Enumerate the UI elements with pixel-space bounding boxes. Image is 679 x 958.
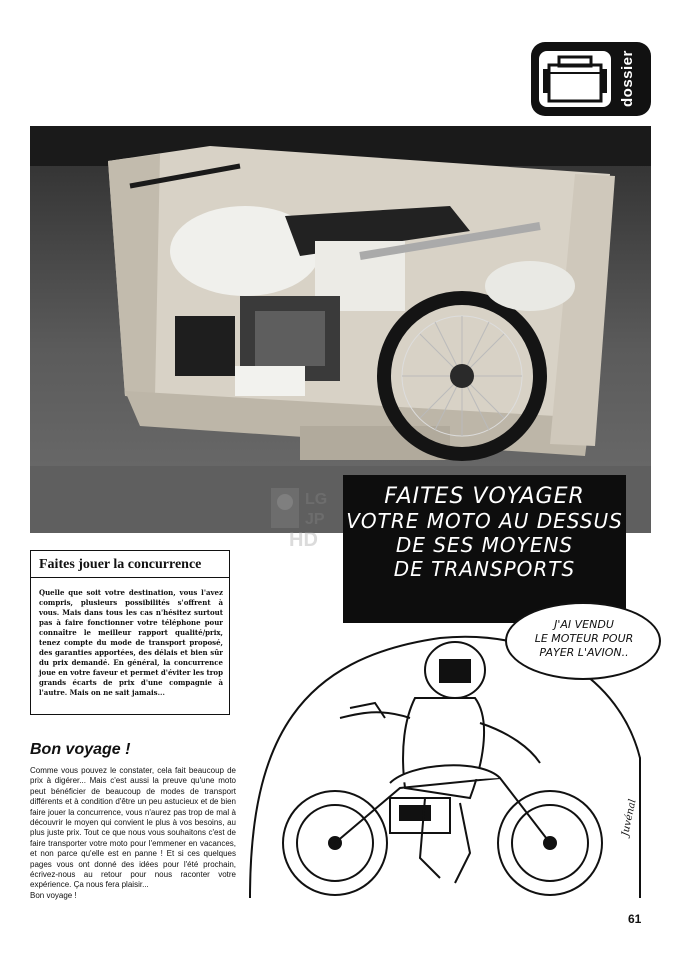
headline-line-3: DE SES MOYENS [395,533,574,557]
speech-line-2: LE MOTEUR POUR [534,632,634,645]
speech-line-1: J'AI VENDU [554,618,614,631]
suitcase-icon [539,51,611,107]
headline-line-2: VOTRE MOTO AU DESSUS [346,509,623,533]
page-number: 61 [628,912,642,926]
sidebar-title: Faites jouer la concurrence [39,557,202,572]
article-closing: Bon voyage ! [30,890,77,900]
headline-line-1: FAITES VOYAGER [384,484,585,509]
svg-text:LG: LG [305,491,328,508]
dossier-tab [531,42,651,116]
motorcycle-crate-photo [30,126,651,533]
headline-line-4: DE TRANSPORTS [393,557,576,581]
speech-line-3: PAYER L'AVION.. [539,646,629,659]
svg-text:HD: HD [289,529,318,551]
article-body [30,766,236,901]
watermark-logo [269,482,347,552]
sidebar-box [30,550,230,715]
speech-bubble-text [515,618,653,660]
dossier-label: dossier [619,50,636,108]
article-title: Bon voyage ! [30,741,131,758]
sidebar-divider [31,577,229,578]
svg-text:JP: JP [305,511,325,528]
article-paragraph: Comme vous pouvez le constater, cela fait beaucoup de prix à digérer... Mais c'est aussi la preuve qu'une moto peut bénéficier de beaucoup de modes de transport différents et à condition d'être un peu astucieux et de bien faire jouer la concurrence, vous n'aurez pas trop de mal à découvrir le moyen qui convient le plus à vos besoins, au plus juste prix. Tout ce que nous vous souhaitons c'est de faire transporter votre moto pour l'emmener en vacances, et non parce qu'elle est en panne ! Et si ces quelques pages vous ont donné des idées pour l'été prochain, écrivez-nous au retour pour nous raconter votre expérience. Ça nous fera plaisir... [30,766,236,890]
artist-signature: Juvénal [620,798,639,838]
sidebar-body: Quelle que soit votre destination, vous l'avez compris, plusieurs possibilités s'offrent à vous. Mais dans tous les cas n'hésitez surtout pas à faire fonctionner votre téléphone pour connaître le meilleur rapport qualité/prix, tenez compte du mode de transport proposé, des garanties apportées, des délais et bien sûr du prix demandé. En général, la concurrence joue en votre faveur et permet d'éviter les trop grands écarts de prix d'une compagnie à l'autre. Mais on ne sait jamais... [39,588,223,697]
